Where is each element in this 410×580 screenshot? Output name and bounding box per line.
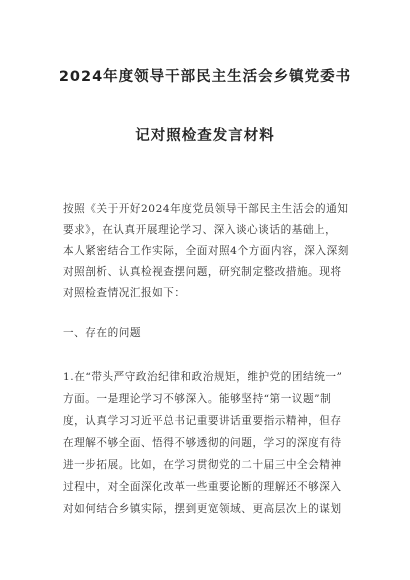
item-paragraph-line: 在理解不够全面、悟得不够透彻的问题，学习的深度有待 xyxy=(63,437,342,449)
item-paragraph-line: 进一步拓展。比如，在学习贯彻党的二十届三中全会精神 xyxy=(63,459,342,471)
item-paragraph-line: 对如何结合乡镇实际，摆到更宽领域、更高层次上的谋划 xyxy=(63,503,342,515)
item-paragraph-line: 1.在“带头严守政治纪律和政治规矩，维护党的团结统一” xyxy=(63,371,343,383)
intro-paragraph-line: 对照检查情况汇报如下： xyxy=(63,287,186,299)
item-paragraph-line: 度，认真学习习近平总书记重要讲话重要指示精神，但存 xyxy=(63,415,342,427)
intro-paragraph-line: 对照剖析、认真检视查摆问题，研究制定整改措施。现将 xyxy=(63,266,342,278)
intro-paragraph-line: 要求》，在认真开展理论学习、深入谈心谈话的基础上， xyxy=(63,224,337,236)
document-title-line-1: 2024年度领导干部民主生活会乡镇党委书 xyxy=(58,69,352,85)
intro-paragraph-line: 本人紧密结合工作实际，全面对照4个方面内容，深入深刻 xyxy=(63,245,349,257)
item-paragraph-line: 过程中，对全面深化改革一些重要论断的理解还不够深入 xyxy=(63,481,342,493)
section-heading: 一、存在的问题 xyxy=(63,327,142,339)
item-paragraph-line: 方面。一是理论学习不够深入。能够坚持“第一议题”制 xyxy=(63,393,332,405)
document-title-line-2: 记对照检查发言材料 xyxy=(135,128,275,144)
intro-paragraph-line: 按照《关于开好2024年度党员领导干部民主生活会的通知 xyxy=(63,203,349,215)
